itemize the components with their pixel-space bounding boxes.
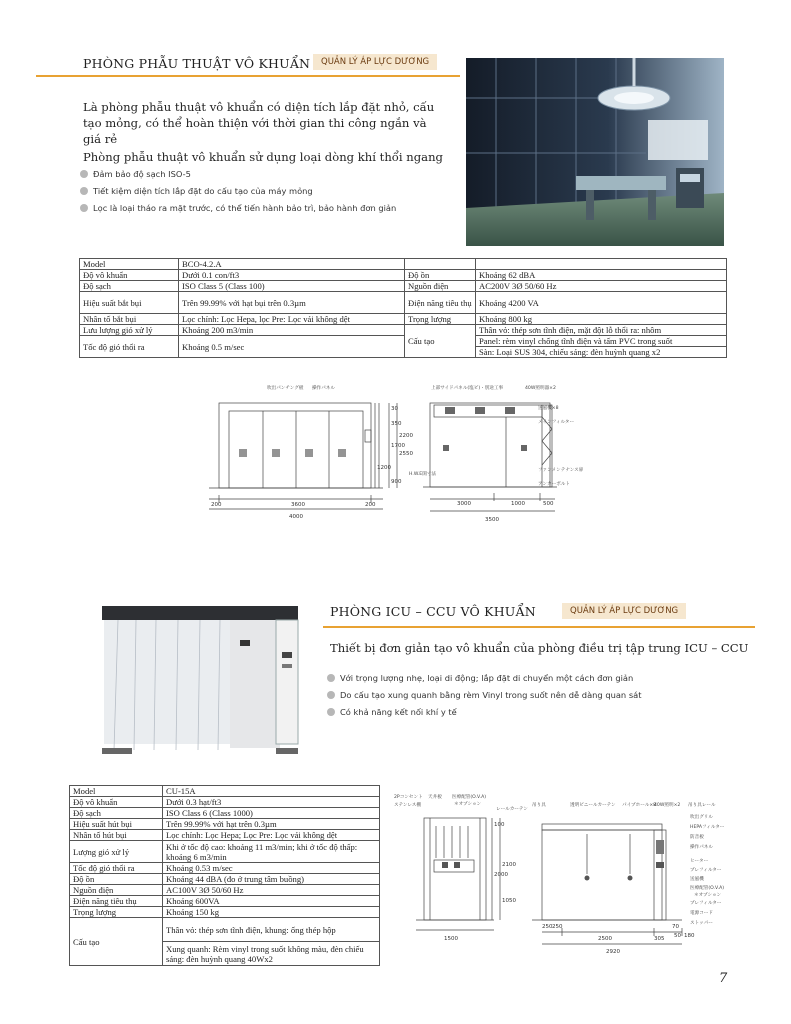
- spec-value: AC100V 3Ø 50/60 Hz: [163, 885, 380, 896]
- spec-value: Thân vỏ: thép sơn tĩnh điện, khung: ống thép hộp: [163, 918, 380, 942]
- dimension-label: 2200: [399, 433, 413, 439]
- drawing-label: 2Pコンセント: [394, 795, 423, 800]
- section1-subtitle: Phòng phẫu thuật vô khuẩn sử dụng loại dòng khí thổi ngang: [83, 150, 443, 164]
- spec-label: Điện năng tiêu thụ: [70, 896, 163, 907]
- dimension-label: 250: [542, 924, 553, 930]
- spec-label: Cấu tạo: [405, 325, 476, 358]
- dimension-label: 2550: [399, 451, 413, 457]
- dimension-label: 2100: [502, 862, 516, 868]
- dimension-label: 1000: [511, 501, 525, 507]
- spec-label: Nhân tố bắt bụi: [80, 314, 179, 325]
- drawing-label: 吊り具: [532, 803, 546, 808]
- spec-value: Khoảng 4200 VA: [476, 292, 727, 314]
- drawing-label: メインフィルター: [538, 420, 575, 425]
- drawing-label: ＊オプション: [694, 893, 722, 898]
- spec-label: Tốc độ gió thổi ra: [80, 336, 179, 358]
- dimension-label: 70: [672, 924, 679, 930]
- spec-value: ISO Class 5 (Class 100): [179, 281, 405, 292]
- spec-label: Nguồn điện: [405, 281, 476, 292]
- spec-value: Trên 99.99% với hạt bụi trên 0.3µm: [179, 292, 405, 314]
- spec-value: CU-15A: [163, 786, 380, 797]
- dimension-label: 1700: [391, 443, 405, 449]
- section1-lead-text: Là phòng phẫu thuật vô khuẩn có diện tích lắp đặt nhỏ, cấu tạo mỏng, có thể hoàn thiện với thời gian thi công ngắn và giá rẻ: [83, 100, 435, 146]
- section2-technical-drawing: [392, 790, 728, 962]
- page-number: 7: [719, 971, 728, 986]
- drawing-label: 40W照明器×2: [525, 386, 556, 391]
- drawing-label: 操作パネル: [312, 386, 335, 391]
- drawing-label: 医療配管(O.V.A): [452, 795, 487, 800]
- spec-label: Độ vô khuẩn: [80, 270, 179, 281]
- spec-value: Lọc chính: Lọc Hepa; Lọc Pre: Lọc vải không dệt: [163, 830, 380, 841]
- spec-label: Model: [70, 786, 163, 797]
- section1-feature-item: Đảm bảo độ sạch ISO-5: [78, 166, 396, 183]
- section1-spec-table: [79, 258, 727, 358]
- spec-value: Panel: rèm vinyl chống tĩnh điện và tấm PVC trong suốt: [476, 336, 727, 347]
- drawing-label: 天井板: [428, 795, 442, 800]
- section2-feature-item: Với trọng lượng nhẹ, loại di động; lắp đặt di chuyển một cách đơn giản: [325, 670, 641, 687]
- dimension-label: 200: [211, 502, 222, 508]
- dimension-label: 1500: [444, 936, 458, 942]
- drawing-label: プレフィルター: [690, 868, 722, 873]
- drawing-label: 上部サイドパネル(塩ビ)・別途工事: [431, 386, 504, 391]
- spec-label: Cấu tạo: [70, 918, 163, 966]
- drawing-label: レールカーテン: [496, 807, 528, 812]
- dimension-label: 2000: [494, 872, 508, 878]
- spec-label: Điện năng tiêu thụ: [405, 292, 476, 314]
- dimension-label: 30: [391, 406, 398, 412]
- drawing-label: プレフィルター: [690, 901, 722, 906]
- spec-label: Lưu lượng gió xử lý: [80, 325, 179, 336]
- dimension-label: 500: [543, 501, 554, 507]
- spec-value: Trên 99.99% với hạt trên 0.3µm: [163, 819, 380, 830]
- spec-value: Thân vỏ: thép sơn tĩnh điện, mặt đột lỗ thổi ra: nhôm: [476, 325, 727, 336]
- drawing-label: HEPAフィルター: [690, 825, 725, 830]
- spec-value: Dưới 0.1 con/ft3: [179, 270, 405, 281]
- drawing-label: 操作パネル: [690, 845, 713, 850]
- spec-label: Trọng lượng: [405, 314, 476, 325]
- spec-value: Xung quanh: Rèm vinyl trong suốt không màu, đèn chiếu sáng: đèn huỳnh quang 40Wx2: [163, 942, 380, 966]
- section2-positive-pressure-badge: QUẢN LÝ ÁP LỰC DƯƠNG: [562, 603, 686, 619]
- dimension-label: 1050: [502, 898, 516, 904]
- drawing-label: 送風機×8: [538, 406, 559, 411]
- dimension-label: 200: [365, 502, 376, 508]
- spec-value: Khoảng 150 kg: [163, 907, 380, 918]
- section2-feature-item: Do cấu tạo xung quanh bằng rèm Vinyl trong suốt nên dễ dàng quan sát: [325, 687, 641, 704]
- section1-technical-drawing: [205, 375, 585, 527]
- dimension-label: 100: [494, 822, 505, 828]
- section1-feature-list: [78, 166, 396, 217]
- spec-value: Sàn: Loại SUS 304, chiếu sáng: đèn huỳnh quang x2: [476, 347, 727, 358]
- section1-title: PHÒNG PHẪU THUẬT VÔ KHUẨN: [83, 56, 311, 71]
- spec-value: BCO-4.2.A: [179, 259, 405, 270]
- spec-value: AC200V 3Ø 50/60 Hz: [476, 281, 727, 292]
- spec-value: Khoảng 0.53 m/sec: [163, 863, 380, 874]
- dimension-label: 1200: [377, 465, 391, 471]
- spec-value: Khoảng 800 kg: [476, 314, 727, 325]
- spec-value: Khi ở tốc độ cao: khoảng 11 m3/min; khi ở tốc độ thấp: khoảng 6 m3/min: [163, 841, 380, 863]
- drawing-label: 透明ビニールカーテン: [570, 803, 616, 808]
- spec-label: Độ ồn: [405, 270, 476, 281]
- section2-subtitle: Thiết bị đơn giản tạo vô khuẩn của phòng điều trị tập trung ICU – CCU: [330, 641, 749, 655]
- dimension-label: 180: [684, 933, 695, 939]
- dimension-label: 3000: [457, 501, 471, 507]
- spec-label: Độ ồn: [70, 874, 163, 885]
- spec-value: Khoảng 62 dBA: [476, 270, 727, 281]
- drawing-label: 吹出パンチング板: [267, 386, 304, 391]
- section2-title: PHÒNG ICU – CCU VÔ KHUẨN: [330, 604, 536, 619]
- spec-value: Lọc chính: Lọc Hepa, lọc Pre: Lọc vải không dệt: [179, 314, 405, 325]
- drawing-label: 吹出グリル: [690, 815, 713, 820]
- spec-label: Trọng lượng: [70, 907, 163, 918]
- drawing-label: 防音板: [690, 835, 704, 840]
- drawing-label: ＊オプション: [454, 802, 482, 807]
- spec-label: Lượng gió xử lý: [70, 841, 163, 863]
- operating-room-photo: [466, 58, 724, 246]
- spec-label: Hiệu suất bắt bụi: [80, 292, 179, 314]
- spec-label: Model: [80, 259, 179, 270]
- spec-label: Nguồn điện: [70, 885, 163, 896]
- spec-label: Độ vô khuẩn: [70, 797, 163, 808]
- dimension-label: 2500: [598, 936, 612, 942]
- spec-value: Khoảng 0.5 m/sec: [179, 336, 405, 358]
- drawing-label: ステンレス棚: [394, 803, 421, 808]
- dimension-label: H.W.E開寸法: [409, 472, 436, 477]
- spec-value: Khoảng 600VA: [163, 896, 380, 907]
- drawing-label: 医療配管(O.V.A): [690, 886, 725, 891]
- spec-value: Khoảng 200 m3/min: [179, 325, 405, 336]
- dimension-label: 50: [674, 933, 681, 939]
- drawing-label: パイプホール×8: [622, 803, 657, 808]
- dimension-label: 2920: [606, 949, 620, 955]
- drawing-label: ヒーター: [690, 859, 709, 864]
- spec-value: Dưới 0.3 hạt/ft3: [163, 797, 380, 808]
- section2-feature-list: [325, 670, 641, 721]
- section1-divider: [36, 75, 460, 77]
- dimension-label: 4000: [289, 514, 303, 520]
- section1-positive-pressure-badge: QUẢN LÝ ÁP LỰC DƯƠNG: [313, 54, 437, 70]
- dimension-label: 900: [391, 479, 402, 485]
- spec-value: Khoảng 44 dBA (đo ở trung tâm buồng): [163, 874, 380, 885]
- icu-ccu-booth-photo: [90, 600, 304, 765]
- spec-label: Hiệu suất hút bụi: [70, 819, 163, 830]
- drawing-label: ファンメンテナンス扉: [538, 468, 584, 473]
- drawing-label: アンカーボルト: [538, 482, 570, 487]
- spec-label: Độ sạch: [70, 808, 163, 819]
- section1-feature-item: Tiết kiệm diện tích lắp đặt do cấu tạo của máy mỏng: [78, 183, 396, 200]
- section2-divider: [323, 626, 755, 628]
- section1-feature-item: Lọc là loại tháo ra mặt trước, có thể tiến hành bảo trì, bảo hành đơn giản: [78, 200, 396, 217]
- spec-label: Tốc độ gió thổi ra: [70, 863, 163, 874]
- section2-spec-table: [69, 785, 380, 966]
- section2-feature-item: Có khả năng kết nối khí y tế: [325, 704, 641, 721]
- drawing-label: 送風機: [690, 877, 704, 882]
- drawing-label: 吊り具レール: [688, 803, 716, 808]
- drawing-label: 40W照明×2: [654, 803, 681, 808]
- drawing-label: ストッパー: [690, 921, 713, 926]
- dimension-label: 250: [552, 924, 563, 930]
- spec-value: ISO Class 6 (Class 1000): [163, 808, 380, 819]
- drawing-label: 電源コード: [690, 911, 713, 916]
- dimension-label: 3500: [485, 517, 499, 523]
- dimension-label: 3600: [291, 502, 305, 508]
- spec-label: Độ sạch: [80, 281, 179, 292]
- dimension-label: 350: [391, 421, 402, 427]
- dimension-label: 305: [654, 936, 665, 942]
- spec-label: Nhân tố hút bụi: [70, 830, 163, 841]
